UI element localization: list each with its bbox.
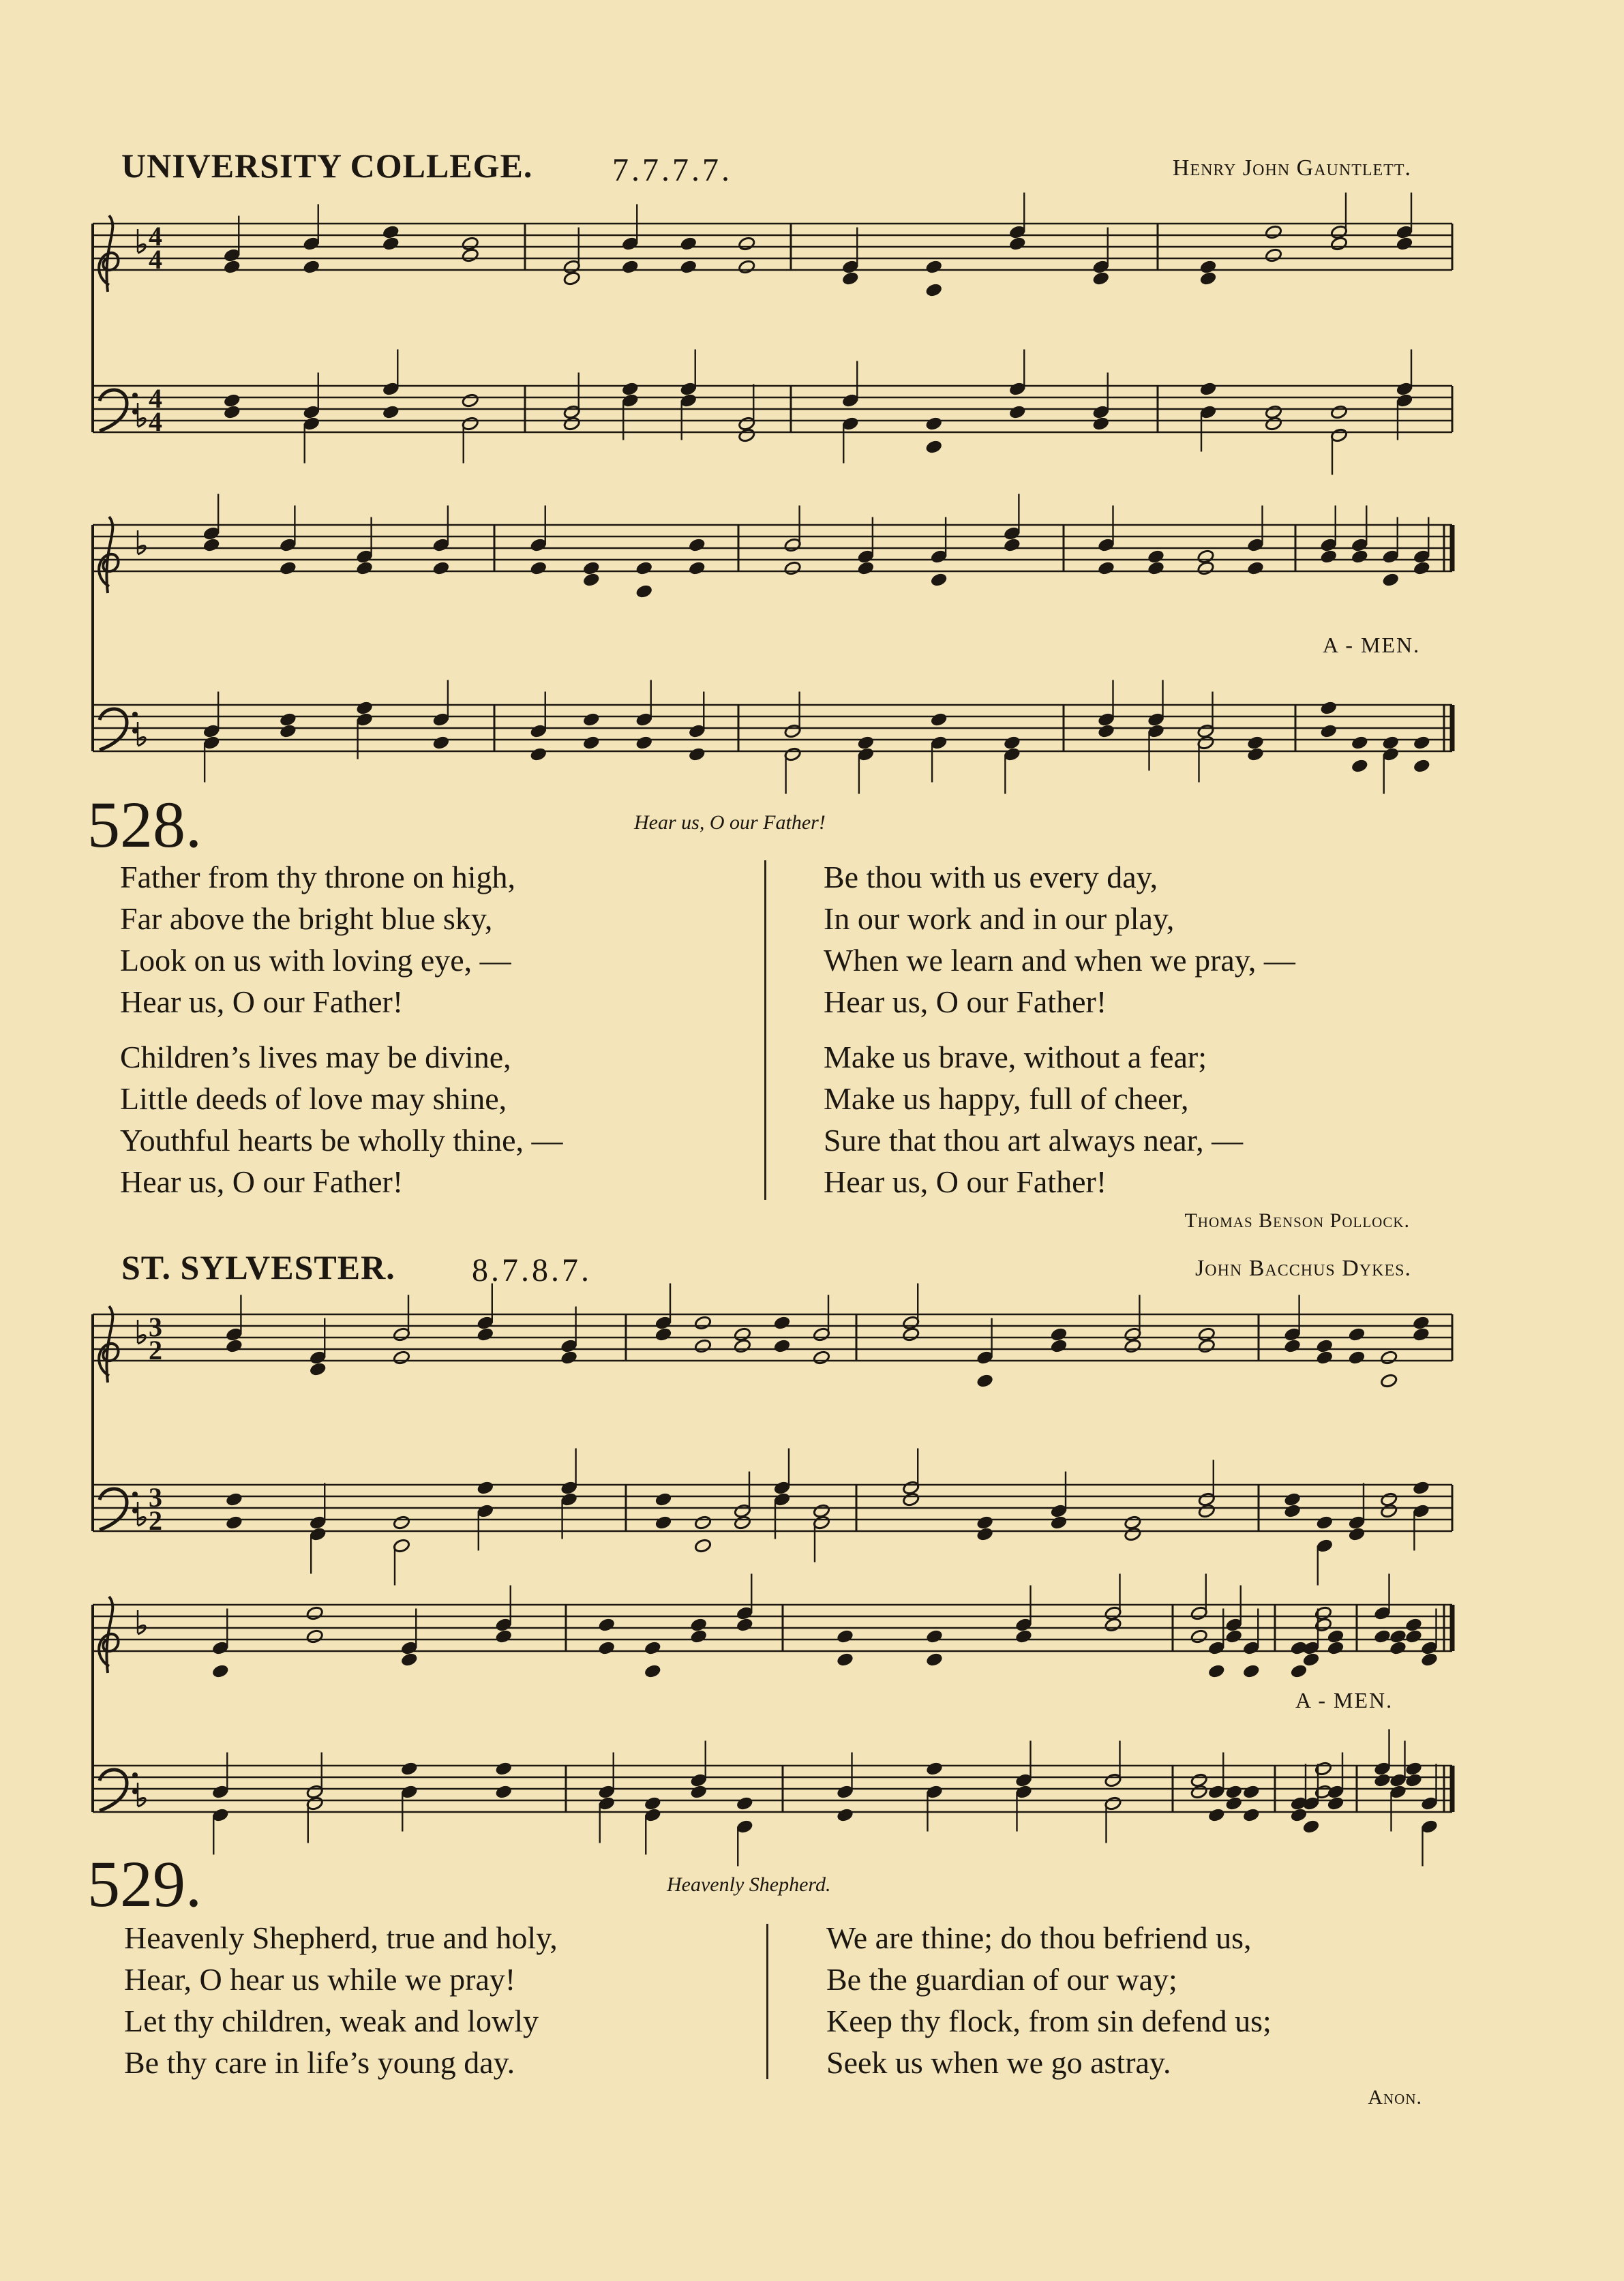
verse-line: Children’s lives may be divine,	[120, 1040, 511, 1074]
tune-title-university-college: UNIVERSITY COLLEGE.	[121, 147, 533, 185]
verse-line: Heavenly Shepherd, true and holy,	[124, 1920, 558, 1955]
svg-text:3: 3	[149, 1312, 162, 1342]
verse-line: Make us happy, full of cheer,	[824, 1081, 1189, 1116]
svg-text:4: 4	[149, 406, 162, 437]
verse-line: Keep thy flock, from sin defend us;	[826, 2004, 1272, 2038]
svg-text:4: 4	[149, 221, 162, 252]
composer-2: John Bacchus Dykes.	[1195, 1256, 1411, 1281]
verse-line: In our work and in our play,	[824, 901, 1175, 936]
verse-line: Hear us, O our Father!	[824, 1164, 1107, 1199]
verse-line: Far above the bright blue sky,	[120, 901, 493, 936]
music-system-2-1	[93, 1284, 1452, 1586]
verse-line: Hear, O hear us while we pray!	[124, 1962, 516, 1997]
verse-line: Youthful hearts be wholly thine, —	[120, 1123, 563, 1158]
verse-line: Be the guardian of our way;	[826, 1962, 1177, 1997]
stanza-529-right	[826, 1917, 1272, 2083]
amen-label-1: A - MEN.	[1323, 633, 1421, 657]
amen-label-2: A - MEN.	[1295, 1688, 1394, 1712]
column-divider-529	[766, 1924, 768, 2079]
author-529: Anon.	[1368, 2086, 1422, 2109]
stanza-528-right-2	[824, 1036, 1243, 1203]
svg-text:4: 4	[149, 383, 162, 414]
verse-line: Hear us, O our Father!	[824, 984, 1107, 1019]
author-528: Thomas Benson Pollock.	[1184, 1209, 1410, 1232]
verse-line: Be thou with us every day,	[824, 860, 1158, 894]
stanza-528-right-1	[824, 856, 1295, 1023]
verse-line: Look on us with loving eye, —	[120, 943, 511, 978]
svg-text:3: 3	[149, 1482, 162, 1513]
stanza-528-left-2	[120, 1036, 563, 1203]
verse-line: Sure that thou art always near, —	[824, 1123, 1244, 1158]
stanza-529-left	[124, 1917, 558, 2083]
stanza-528-left-1	[120, 856, 515, 1023]
verse-line: Seek us when we go astray.	[826, 2045, 1171, 2080]
verse-line: Be thy care in life’s young day.	[124, 2045, 515, 2080]
svg-text:2: 2	[149, 1505, 162, 1536]
verse-line: Hear us, O our Father!	[120, 1164, 404, 1199]
verse-line: Let thy children, weak and lowly	[124, 2004, 539, 2038]
music-system-2-2	[93, 1574, 1452, 1867]
tune-meter-2: 8.7.8.7.	[472, 1252, 592, 1288]
music-system-1-2	[93, 494, 1452, 794]
verse-line: Make us brave, without a fear;	[824, 1040, 1207, 1074]
verse-line: Hear us, O our Father!	[120, 984, 404, 1019]
hymn-theme-528: Hear us, O our Father!	[634, 811, 826, 834]
verse-line: We are thine; do thou befriend us,	[826, 1920, 1252, 1955]
hymn-number-529: 529.	[87, 1847, 202, 1920]
tune-title-st-sylvester: ST. SYLVESTER.	[121, 1248, 395, 1286]
hymn-theme-529: Heavenly Shepherd.	[667, 1873, 831, 1896]
svg-text:2: 2	[149, 1335, 162, 1365]
column-divider-528	[764, 860, 766, 1200]
tune-meter-1: 7.7.7.7.	[612, 152, 732, 188]
svg-text:4: 4	[149, 244, 162, 275]
composer-1: Henry John Gauntlett.	[1172, 155, 1411, 181]
verse-line: Father from thy throne on high,	[120, 860, 516, 894]
music-system-1-1	[93, 193, 1452, 475]
hymn-number-528: 528.	[87, 788, 202, 861]
verse-line: When we learn and when we pray, —	[824, 943, 1295, 978]
verse-line: Little deeds of love may shine,	[120, 1081, 507, 1116]
